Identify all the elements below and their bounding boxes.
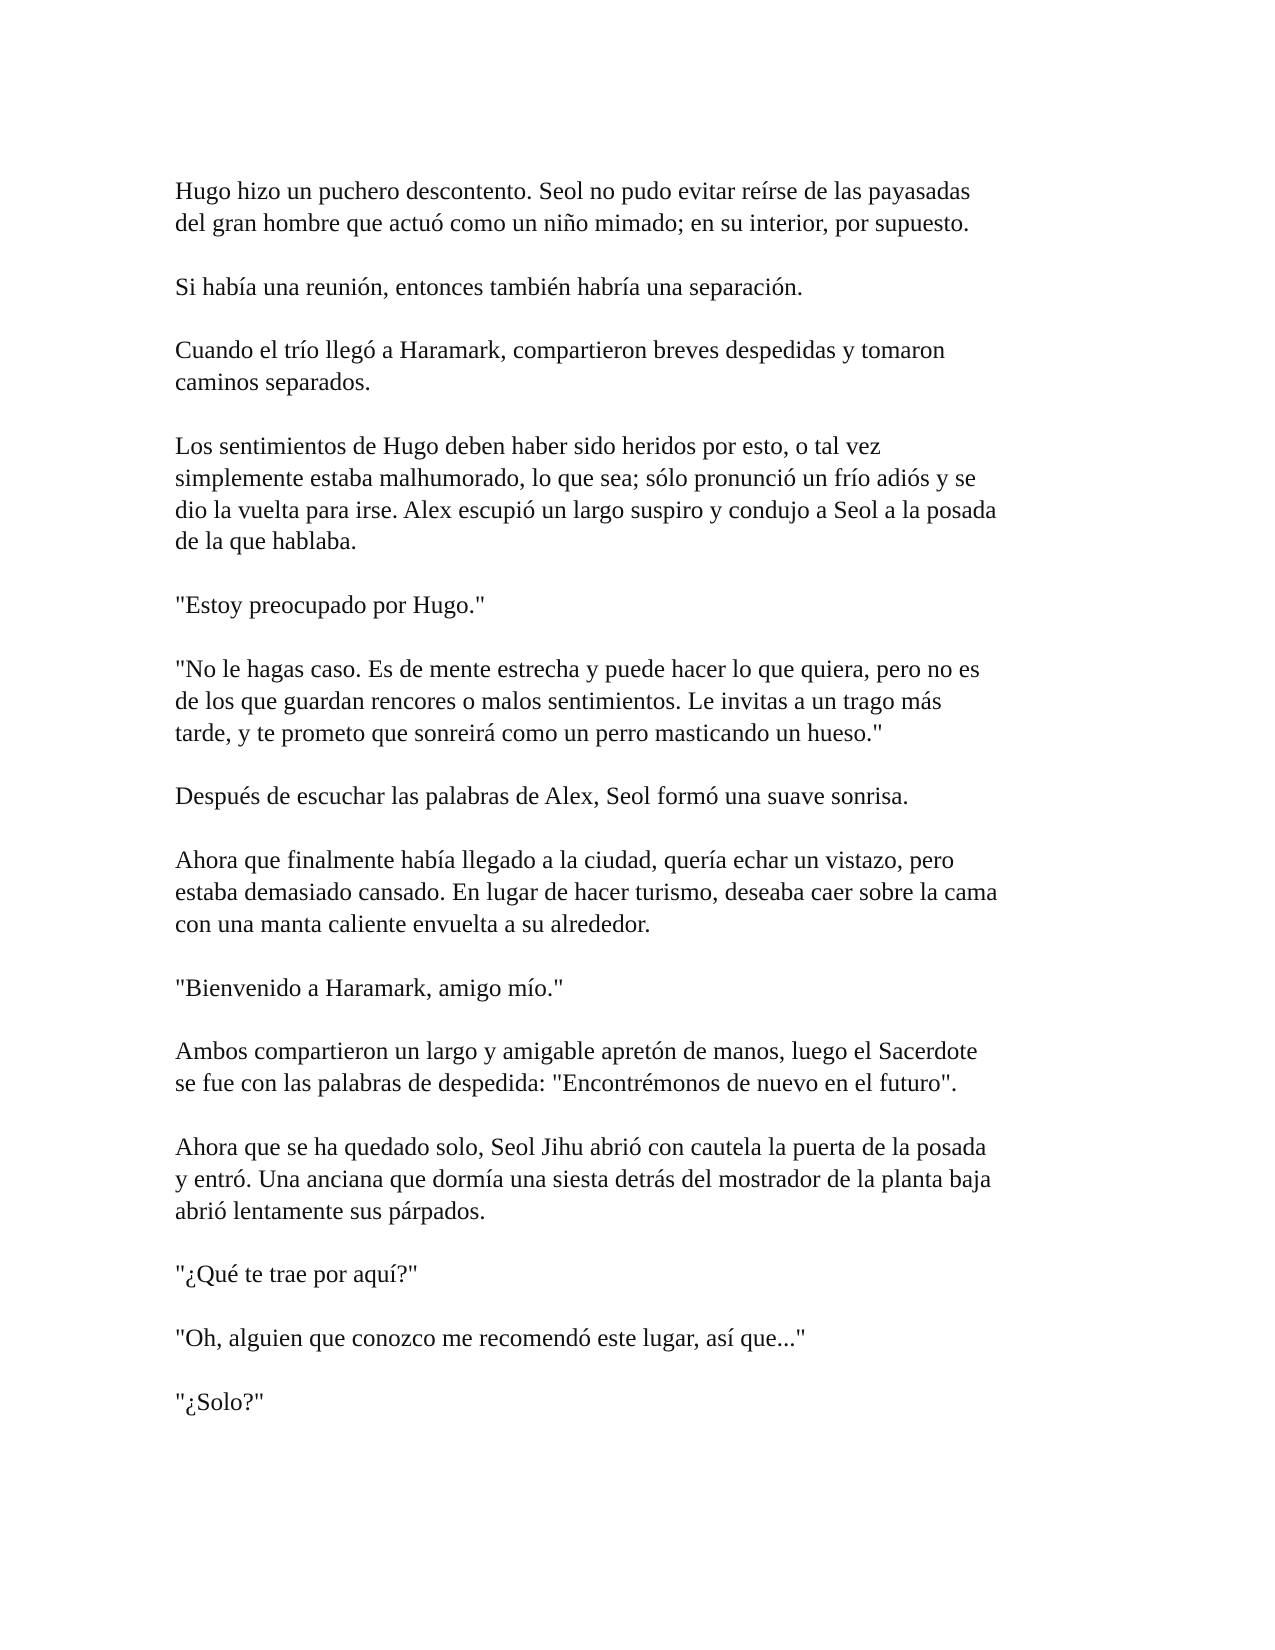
text-line: Cuando el trío llegó a Haramark, compartieron breves despedidas y tomaron	[175, 337, 946, 365]
paragraph	[175, 1323, 1095, 1355]
paragraph	[175, 1036, 1095, 1100]
paragraph	[175, 654, 1095, 749]
text-line: del gran hombre que actuó como un niño mimado; en su interior, por supuesto.	[175, 209, 970, 237]
document-body	[175, 176, 1095, 1451]
paragraph	[175, 335, 1095, 399]
text-line: y entró. Una anciana que dormía una siesta detrás del mostrador de la planta baja	[175, 1165, 992, 1193]
text-line: de la que hablaba.	[175, 528, 357, 556]
text-line: "Bienvenido a Haramark, amigo mío."	[175, 974, 564, 1002]
text-line: "¿Qué te trae por aquí?"	[175, 1261, 418, 1289]
text-line: Después de escuchar las palabras de Alex, Seol formó una suave sonrisa.	[175, 783, 909, 811]
text-line: se fue con las palabras de despedida: "Encontrémonos de nuevo en el futuro".	[175, 1070, 958, 1098]
text-line: con una manta caliente envuelta a su alrededor.	[175, 910, 651, 938]
text-line: abrió lentamente sus párpados.	[175, 1197, 486, 1225]
text-line: Si había una reunión, entonces también habría una separación.	[175, 273, 804, 301]
text-line: "Estoy preocupado por Hugo."	[175, 592, 486, 620]
paragraph	[175, 272, 1095, 304]
paragraph	[175, 431, 1095, 558]
text-line: caminos separados.	[175, 369, 371, 397]
text-line: "Oh, alguien que conozco me recomendó este lugar, así que..."	[175, 1325, 806, 1353]
paragraph	[175, 590, 1095, 622]
text-line: "No le hagas caso. Es de mente estrecha y puede hacer lo que quiera, pero no es	[175, 655, 980, 683]
paragraph	[175, 1259, 1095, 1291]
paragraph	[175, 176, 1095, 240]
text-line: Ambos compartieron un largo y amigable apretón de manos, luego el Sacerdote	[175, 1038, 978, 1066]
text-line: Ahora que se ha quedado solo, Seol Jihu abrió con cautela la puerta de la posada	[175, 1133, 987, 1161]
text-line: estaba demasiado cansado. En lugar de hacer turismo, deseaba caer sobre la cama	[175, 878, 998, 906]
text-line: Los sentimientos de Hugo deben haber sido heridos por esto, o tal vez	[175, 432, 881, 460]
text-line: tarde, y te prometo que sonreirá como un perro masticando un hueso."	[175, 719, 883, 747]
text-line: dio la vuelta para irse. Alex escupió un largo suspiro y condujo a Seol a la posada	[175, 496, 997, 524]
text-line: Ahora que finalmente había llegado a la ciudad, quería echar un vistazo, pero	[175, 847, 955, 875]
paragraph	[175, 1132, 1095, 1227]
paragraph	[175, 973, 1095, 1005]
paragraph	[175, 781, 1095, 813]
paragraph	[175, 1387, 1095, 1419]
text-line: de los que guardan rencores o malos sentimientos. Le invitas a un trago más	[175, 687, 942, 715]
text-line: "¿Solo?"	[175, 1388, 265, 1416]
text-line: Hugo hizo un puchero descontento. Seol no pudo evitar reírse de las payasadas	[175, 178, 971, 205]
text-line: simplemente estaba malhumorado, lo que sea; sólo pronunció un frío adiós y se	[175, 464, 976, 492]
paragraph	[175, 845, 1095, 940]
